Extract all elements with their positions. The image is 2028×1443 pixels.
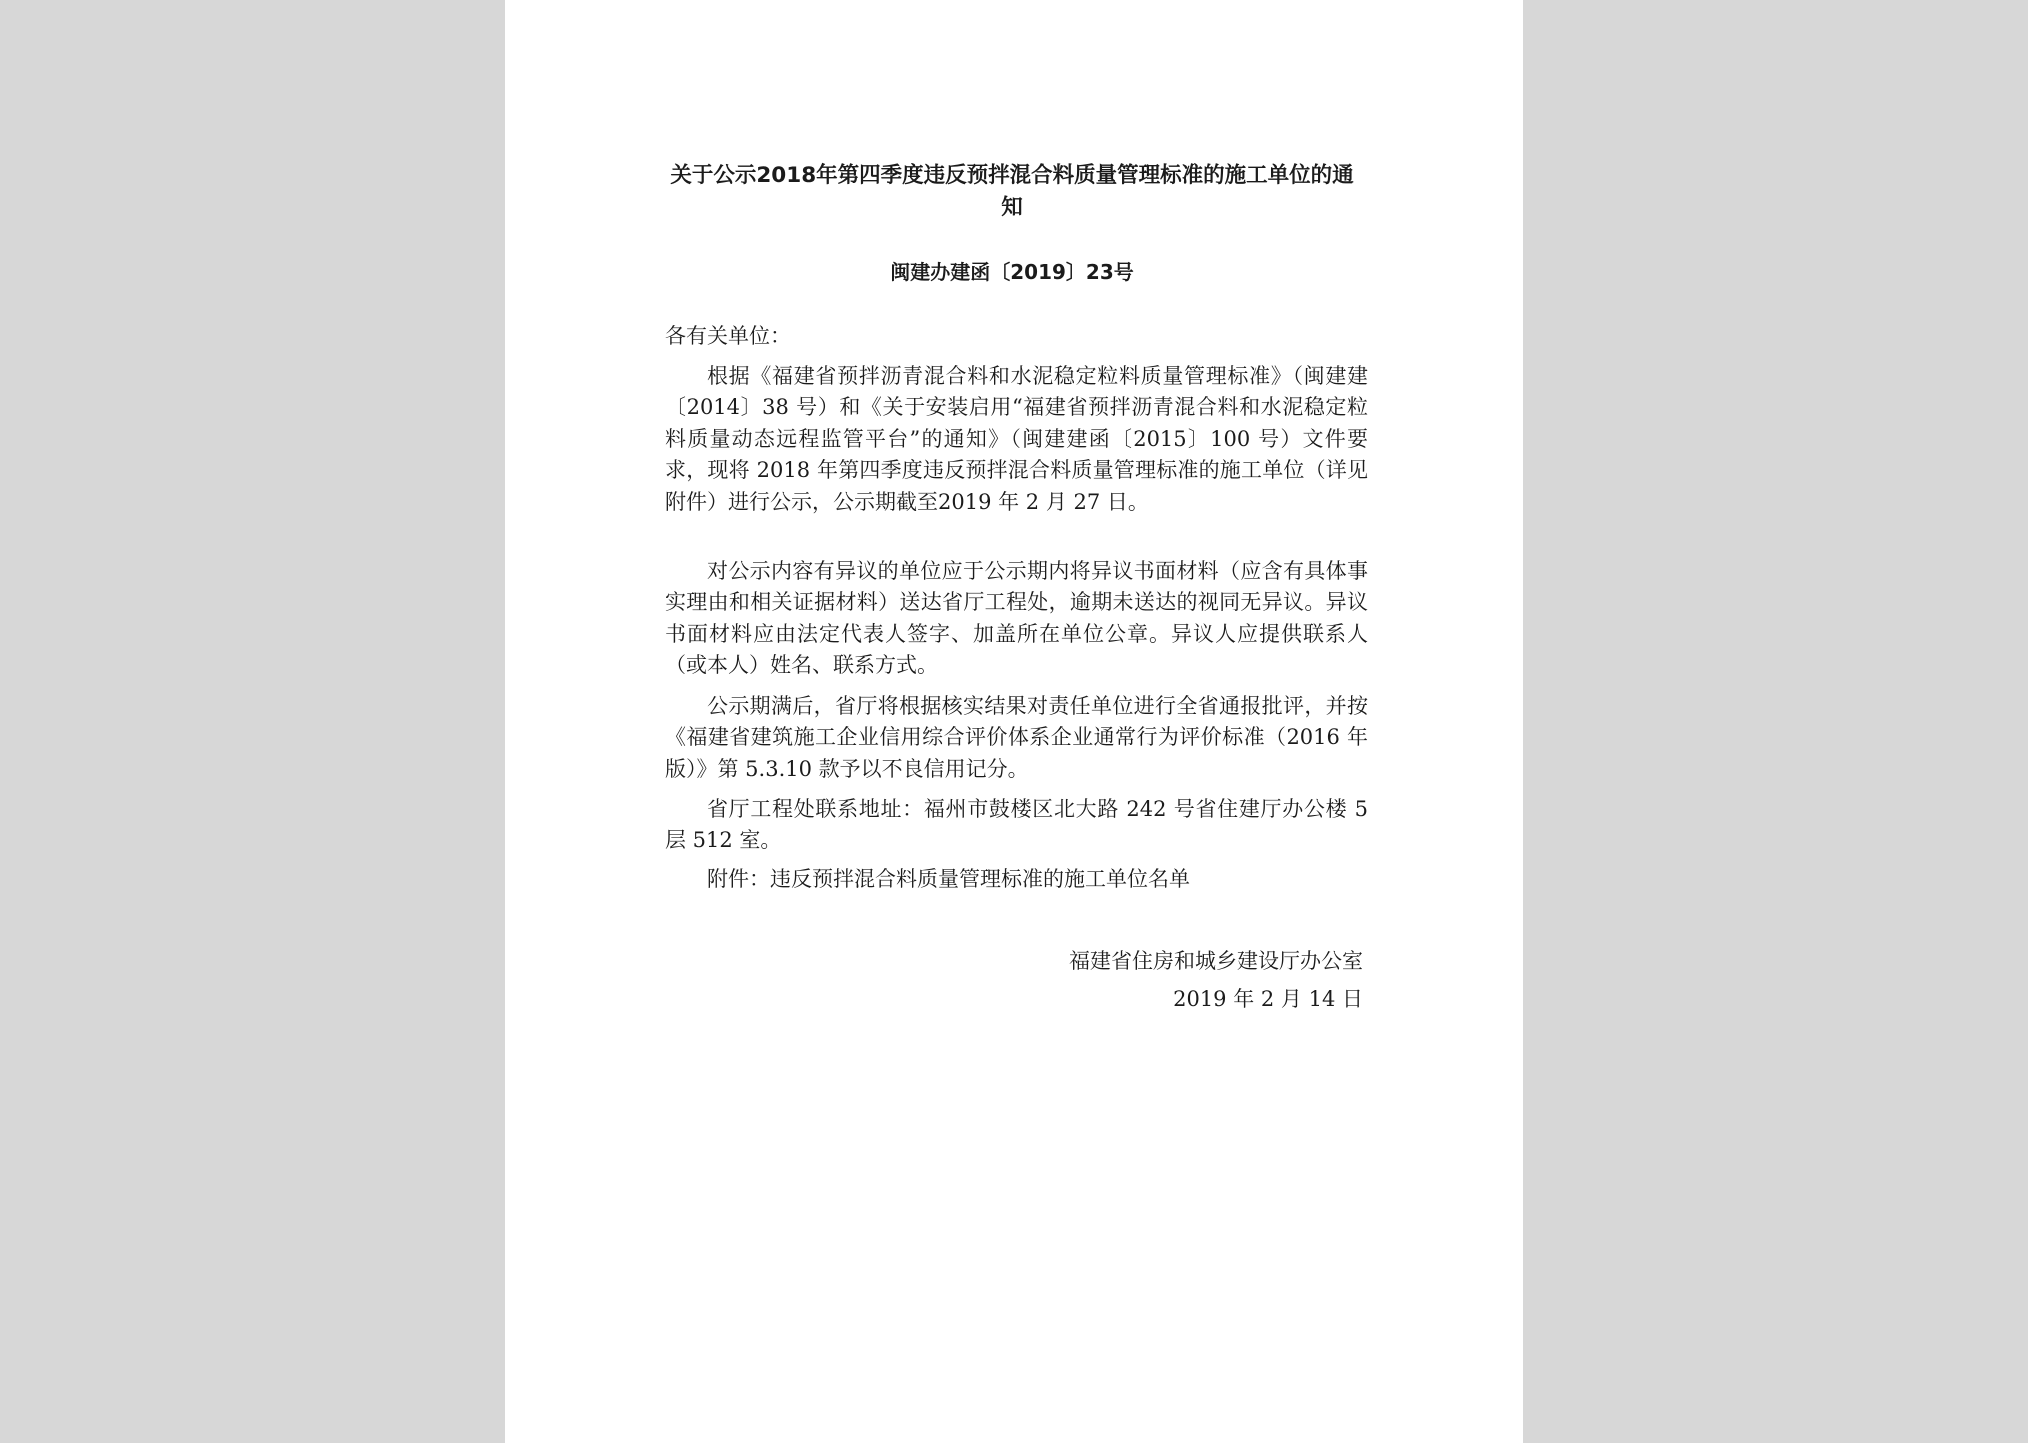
paragraph-contact-address: 省厅工程处联系地址：福州市鼓楼区北大路 242 号省住建厅办公楼 5 层 512 室。 [665, 797, 1368, 853]
signature-date: 2019 年 2 月 14 日 [1173, 987, 1363, 1011]
paragraph-attachment: 附件：违反预拌混合料质量管理标准的施工单位名单 [707, 867, 1190, 891]
document-page [505, 0, 1523, 1443]
signature-organization: 福建省住房和城乡建设厅办公室 [1069, 949, 1363, 973]
document-title: 关于公示2018年第四季度违反预拌混合料质量管理标准的施工单位的通知 [670, 163, 1354, 220]
paragraph-objection: 对公示内容有异议的单位应于公示期内将异议书面材料（应含有具体事实理由和相关证据材料）送达省厅工程处，逾期未送达的视同无异议。异议书面材料应由法定代表人签字、加盖所在单位公章。异议人应提供联系人（或本人）姓名、联系方式。 [665, 559, 1368, 678]
paragraph-penalty: 公示期满后，省厅将根据核实结果对责任单位进行全省通报批评，并按《福建省建筑施工企业信用综合评价体系企业通常行为评价标准（2016 年版）》第 5.3.10 款予以不良信用记分。 [665, 694, 1368, 781]
paragraph-basis: 根据《福建省预拌沥青混合料和水泥稳定粒料质量管理标准》（闽建建〔2014〕38 号）和《关于安装启用“福建省预拌沥青混合料和水泥稳定粒料质量动态远程监管平台”的通知》（闽建建函〔2015〕100 号）文件要求，现将 2018 年第四季度违反预拌混合料质量管理标准的施工单位（详见附件）进行公示，公示期截至2019 年 2 月 27 日。 [665, 364, 1368, 514]
salutation: 各有关单位： [665, 324, 791, 348]
document-number: 闽建办建函〔2019〕23号 [890, 260, 1134, 284]
